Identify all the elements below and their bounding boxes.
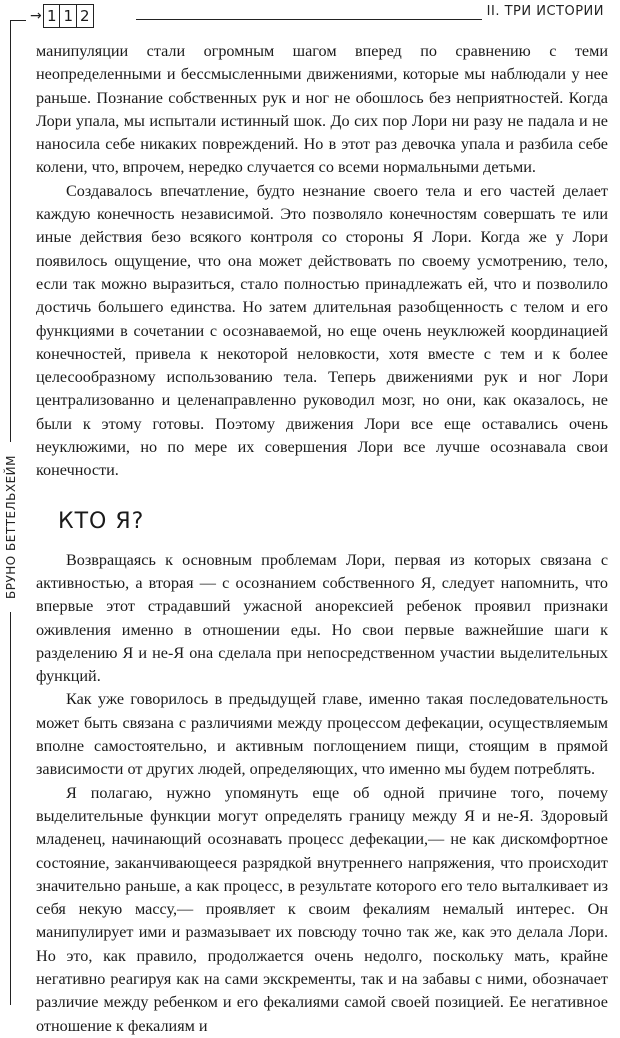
section-heading: КТО Я? [58,508,145,534]
page-body [36,40,608,1038]
body-paragraph: Возвращаясь к основным проблемам Лори, первая из которых связана с активностью, а вторая — с осознанием собственного Я, следует напомнить, что впервые этот страдавший ужасной анорексией ребенок проявил признаки оживления именно в отношении еды. Но свои первые важнейшие шаги к разделению Я и не-Я она сделала при непосредственном участии выделительных функций. [36,550,608,686]
body-paragraph: Как уже говорилось в предыдущей главе, именно такая последовательность может быть связана с различиями между процессом дефекации, осуществляемым вполне самостоятельно, и активным поглощением пищи, стоящим в прямой зависимости от других людей, определяющих, что именно мы будем потреблять. [36,690,608,779]
page-number-digit: 1 [59,4,77,28]
page-header [0,0,620,32]
body-paragraph: Я полагаю, нужно упомянуть еще об одной причине того, почему выделительные функции могут определять границу между Я и не-Я. Здоровый младенец, начинающий осознавать процесс дефекации,— не как дискомфортное состояние, заканчивающееся разрядкой внутреннего напряжения, что происходит значительно раньше, а как процесс, в результате которого его тело выталкивает из себя некую массу,— проявляет к своим фекалиям немалый интерес. Он манипулирует ими и размазывает их повсюду точно так же, как это делала Лори. Но это, как правило, продолжается очень недолго, поскольку мать, крайне негативно реагируя как на сами экскременты, так и на забавы с ними, обозначает различие между ребенком и его фекалиями самой своей позицией. Ее негативное отношение к фекалиям и [36,783,608,1035]
side-author-name: БРУНО БЕТТЕЛЬХЕЙМ [4,442,18,612]
arrow-right-icon: → [30,8,42,24]
body-paragraph: Создавалось впечатление, будто незнание своего тела и его частей делает каждую конечность независимой. Это позволяло конечностям совершать те или иные действия безо всякого контроля со стороны Я Лори. Когда же у Лори появилось ощущение, что она может действовать по своему усмотрению, тело, если так можно выразиться, стало полностью принадлежать ей, что и позволило достичь большего единства. Но затем длительная разобщенность с телом и его функциями в сочетании с осознаваемой, но еще очень неуклюжей координацией конечностей, привела к некоторой неловкости, хотя вместе с тем и к более целесообразному использованию тела. Теперь движениями рук и ног Лори централизованно и целенаправленно руководил мозг, но они, как оказалось, не были к этому готовы. Поэтому движения Лори все еще оставались очень неуклюжими, но по мере их совершения Лори все лучше осознавала свои конечности. [36,181,608,480]
page-number [30,4,92,28]
page-number-digit: 2 [76,4,94,28]
header-rule [136,19,482,20]
page-number-digit: 1 [43,4,61,28]
body-paragraph: манипуляции стали огромным шагом вперед по сравнению с теми неопределенными и бессмысленными движениями, которые мы наблюдали у нее раньше. Познание собственных рук и ног не обошлось без неприятностей. Когда Лори упала, мы испытали истинный шок. До сих пор Лори ни разу не падала и не наносила себе никаких повреждений. Но в этот раз девочка упала и разбила себе колени, что, впрочем, нередко случается со всеми нормальными детьми. [36,42,608,177]
side-rule-corner [10,20,26,21]
running-title: II. ТРИ ИСТОРИИ [486,4,604,19]
